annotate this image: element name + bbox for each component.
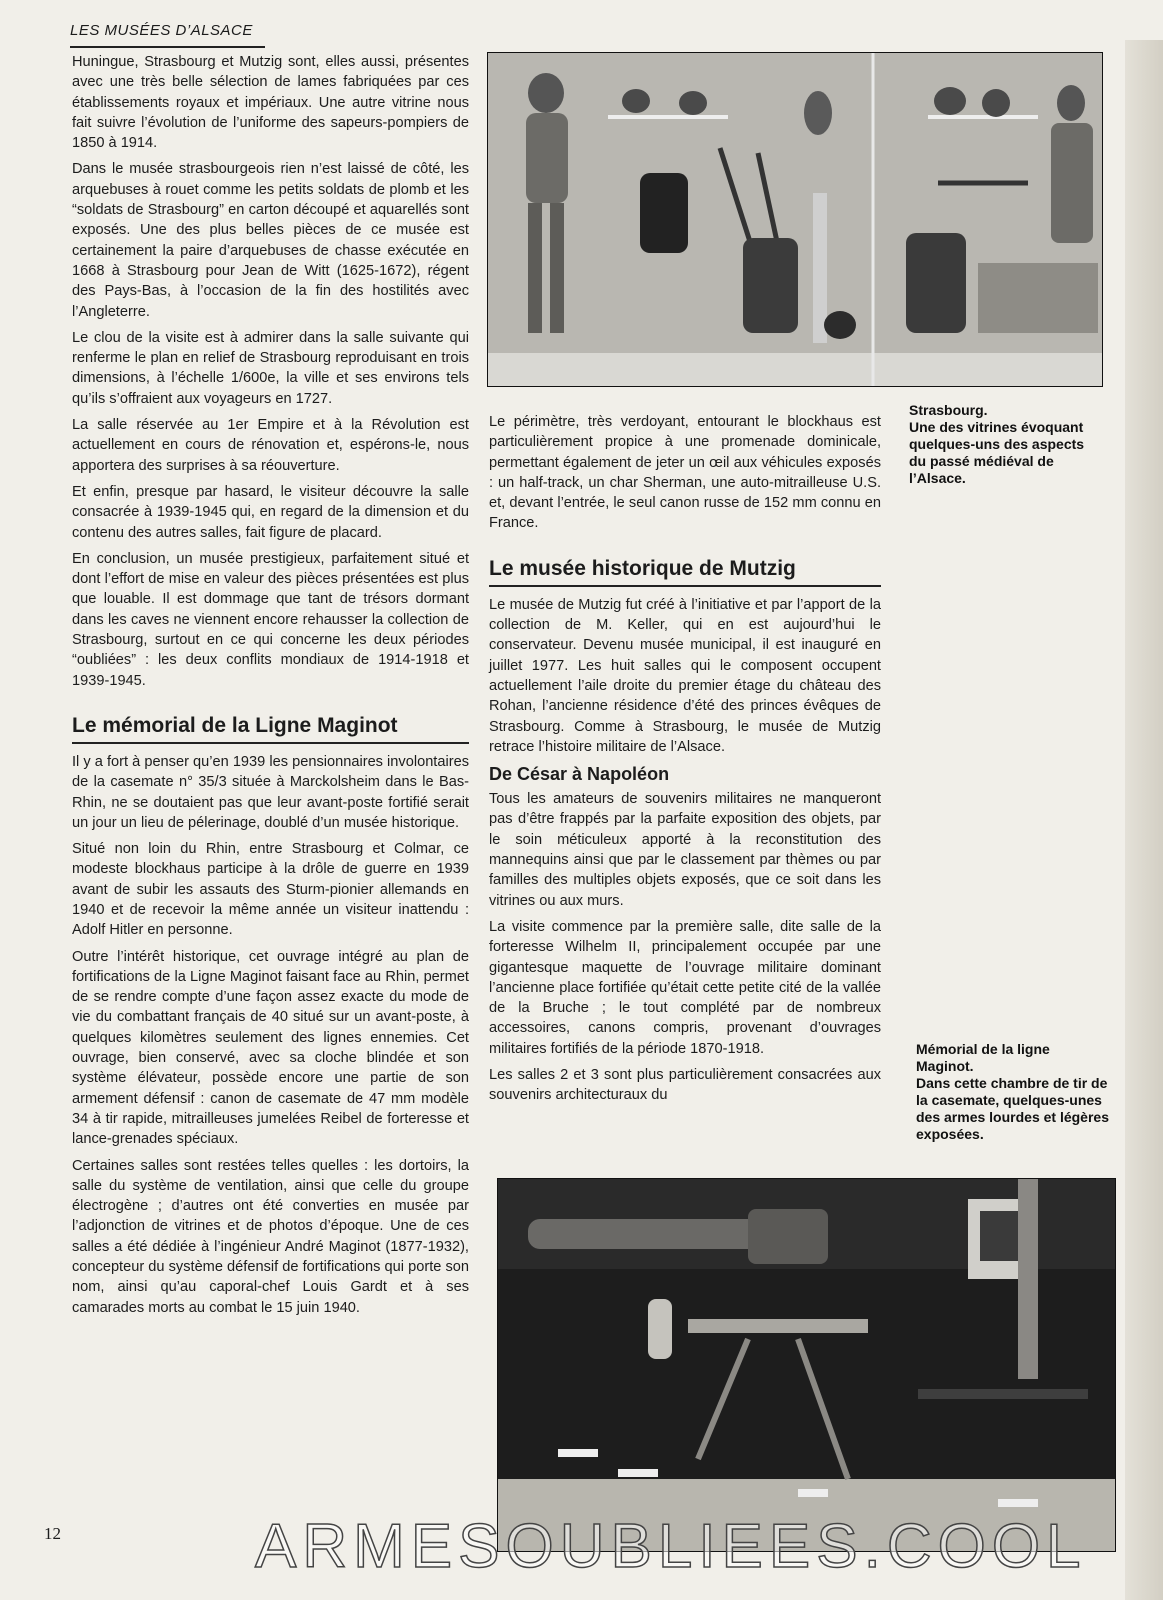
caption-text: Une des vitrines évoquant quelques-uns des aspects du passé médiéval de l’Alsace. [909, 419, 1085, 486]
paragraph: Dans le musée strasbourgeois rien n’est laissé de côté, les arquebuses à rouet comme les petits soldats de plomb et les “soldats de Strasbourg” en carton découpé et aquarellés sont exposés. Une des plus belles pièces de ce musée est certainement la paire d’arquebuses de chasse exécutée en 1668 à Strasbourg pour Jean de Witt (1625-1672), régent des Pays-Bas, à l’occasion de la fin des hostilités avec l’Angleterre. [72, 161, 469, 320]
section-heading-maginot: Le mémorial de la Ligne Maginot [72, 713, 469, 744]
paragraph: Le clou de la visite est à admirer dans la salle suivante qui renferme le plan en relief de Strasbourg reproduisant en trois dimensions, à l’échelle 1/600e, la ville et ses environs tels qu’ils s’offraient aux voyageurs en 1727. [72, 329, 469, 407]
photo-caption-strasbourg [909, 402, 1099, 487]
weapons-display-illustration [498, 1179, 1115, 1551]
watermark-text: ARMESOUBLIEES.COOL [255, 1512, 1087, 1581]
paragraph: La visite commence par la première salle, dite salle de la forteresse Wilhelm II, principalement occupée par une gigantesque maquette de l’ouvrage militaire dominant l’ancienne place fortifiée qu’était cette petite cité de la vallée de la Bruche ; le tout complété par de nombreux accessoires, canons compris, provenant d’ouvrages militaires fortifiés de la période 1870-1918. [489, 918, 881, 1057]
paragraph: Et enfin, presque par hasard, le visiteur découvre la salle consacrée à 1939-1945 qui, en regard de la dimension et du contenu des autres salles, fait figure de placard. [72, 483, 469, 541]
page-number: 12 [44, 1524, 61, 1543]
caption-title: Mémorial de la ligne Maginot. [916, 1041, 1050, 1074]
paragraph: Certaines salles sont restées telles quelles : les dortoirs, la salle du système de ventilation, ainsi que celle du groupe électrogène ; d’autres ont été converties en musée par l’adjonction de vitrines et de photos d’époque. Une de ces salles a été dédiée à l’ingénieur André Maginot (1877-1932), concepteur du système défensif de fortifications qui porte son nom, ainsi qu’au caporal-chef Louis Gardt et à ses camarades morts au combat le 15 juin 1940. [72, 1157, 469, 1316]
page-edge-shadow [1125, 40, 1163, 1600]
caption-title: Strasbourg. [909, 402, 988, 418]
paragraph: Le musée de Mutzig fut créé à l’initiative et par l’apport de la collection de M. Keller, qui en est aujourd’hui le conservateur. Devenu musée municipal, il est inauguré en juillet 1977. Les huit salles qui le composent occupent actuellement l’aile droite du premier étage du château des Rohan, l’ancienne résidence d’été des princes évêques de Strasbourg. Comme à Strasbourg, le musée de Mutzig retrace l’histoire militaire de l’Alsace. [489, 596, 881, 755]
armour-display-illustration [488, 53, 1102, 386]
photo-maginot-firing-chamber [497, 1178, 1116, 1552]
paragraph: Il y a fort à penser qu’en 1939 les pensionnaires involontaires de la casemate n° 35/3 située à Marckolsheim dans le Bas-Rhin, ne se doutaient pas que leur avant-poste fortifié serait un jour un lieu de pélerinage, doublé d’un musée historique. [72, 753, 469, 831]
paragraph: En conclusion, un musée prestigieux, parfaitement situé et dont l’effort de mise en valeur des pièces présentées est plus que louable. Il est dommage que tant de trésors dormant dans les caves ne viennent encore rehausser la collection de Strasbourg, surtout en ce qui concerne les deux périodes “oubliées” : les deux conflits mondiaux de 1914-1918 et 1939-1945. [72, 550, 469, 689]
paragraph: Huningue, Strasbourg et Mutzig sont, elles aussi, présentes avec une très belle sélection de lames fabriquées par ces établissements royaux et impériaux. Une autre vitrine nous fait suivre l’évolution de l’uniforme des sapeurs-pompiers de 1850 à 1914. [72, 54, 469, 152]
paragraph: Le périmètre, très verdoyant, entourant le blockhaus est particulièrement propice à une promenade dominicale, permettant également de jeter un œil aux véhicules exposés : un half-track, un char Sherman, une auto-mitrailleuse U.S. et, devant l’entrée, le seul canon russe de 152 mm connu en France. [489, 414, 881, 532]
running-header: LES MUSÉES D’ALSACE [70, 20, 265, 48]
middle-column [489, 412, 881, 1112]
paragraph: La salle réservée au 1er Empire et à la Révolution est actuellement en cours de rénovation et, espérons-le, nous apportera des surprises à sa réouverture. [72, 417, 469, 474]
paragraph: Tous les amateurs de souvenirs militaires ne manqueront pas d’être frappés par la parfaite exposition des objets, par le soin méticuleux apporté à la reconstitution des mannequins ainsi que par le classement par thèmes ou par familles des multiples objets exposés, que ce soit dans les vitrines ou aux murs. [489, 791, 881, 909]
section-heading-mutzig: Le musée historique de Mutzig [489, 556, 881, 587]
caption-text: Dans cette chambre de tir de la casemate, quelques-unes des armes lourdes et légères exposées. [916, 1075, 1109, 1142]
photo-strasbourg-armour-vitrine [487, 52, 1103, 387]
left-column [72, 52, 469, 1324]
paragraph: Situé non loin du Rhin, entre Strasbourg et Colmar, ce modeste blockhaus participe à la drôle de guerre en 1939 avant de subir les assauts des Sturm-pionier allemands en 1940 et de recevoir la même année un visiteur inattendu : Adolf Hitler en personne. [72, 841, 469, 939]
photo-caption-maginot [916, 1041, 1111, 1143]
subheading-cesar-napoleon: De César à Napoléon [489, 764, 670, 785]
paragraph: Les salles 2 et 3 sont plus particulièrement consacrées aux souvenirs architecturaux du [489, 1067, 881, 1104]
paragraph: Outre l’intérêt historique, cet ouvrage intégré au plan de fortifications de la Ligne Maginot faisant face au Rhin, permet de se rendre compte d’une façon assez exacte du mode de vie du combattant français de 40 situé sur un avant-poste, à quelques kilomètres seulement des lignes ennemies. Cet ouvrage, bien conservé, avec sa cloche blindée et son système élévateur, possède encore une partie de son armement défensif : canon de casemate de 47 mm modèle 34 à tir rapide, mitrailleuses jumelées Reibel de forteresse et lance-grenades spéciaux. [72, 948, 469, 1148]
